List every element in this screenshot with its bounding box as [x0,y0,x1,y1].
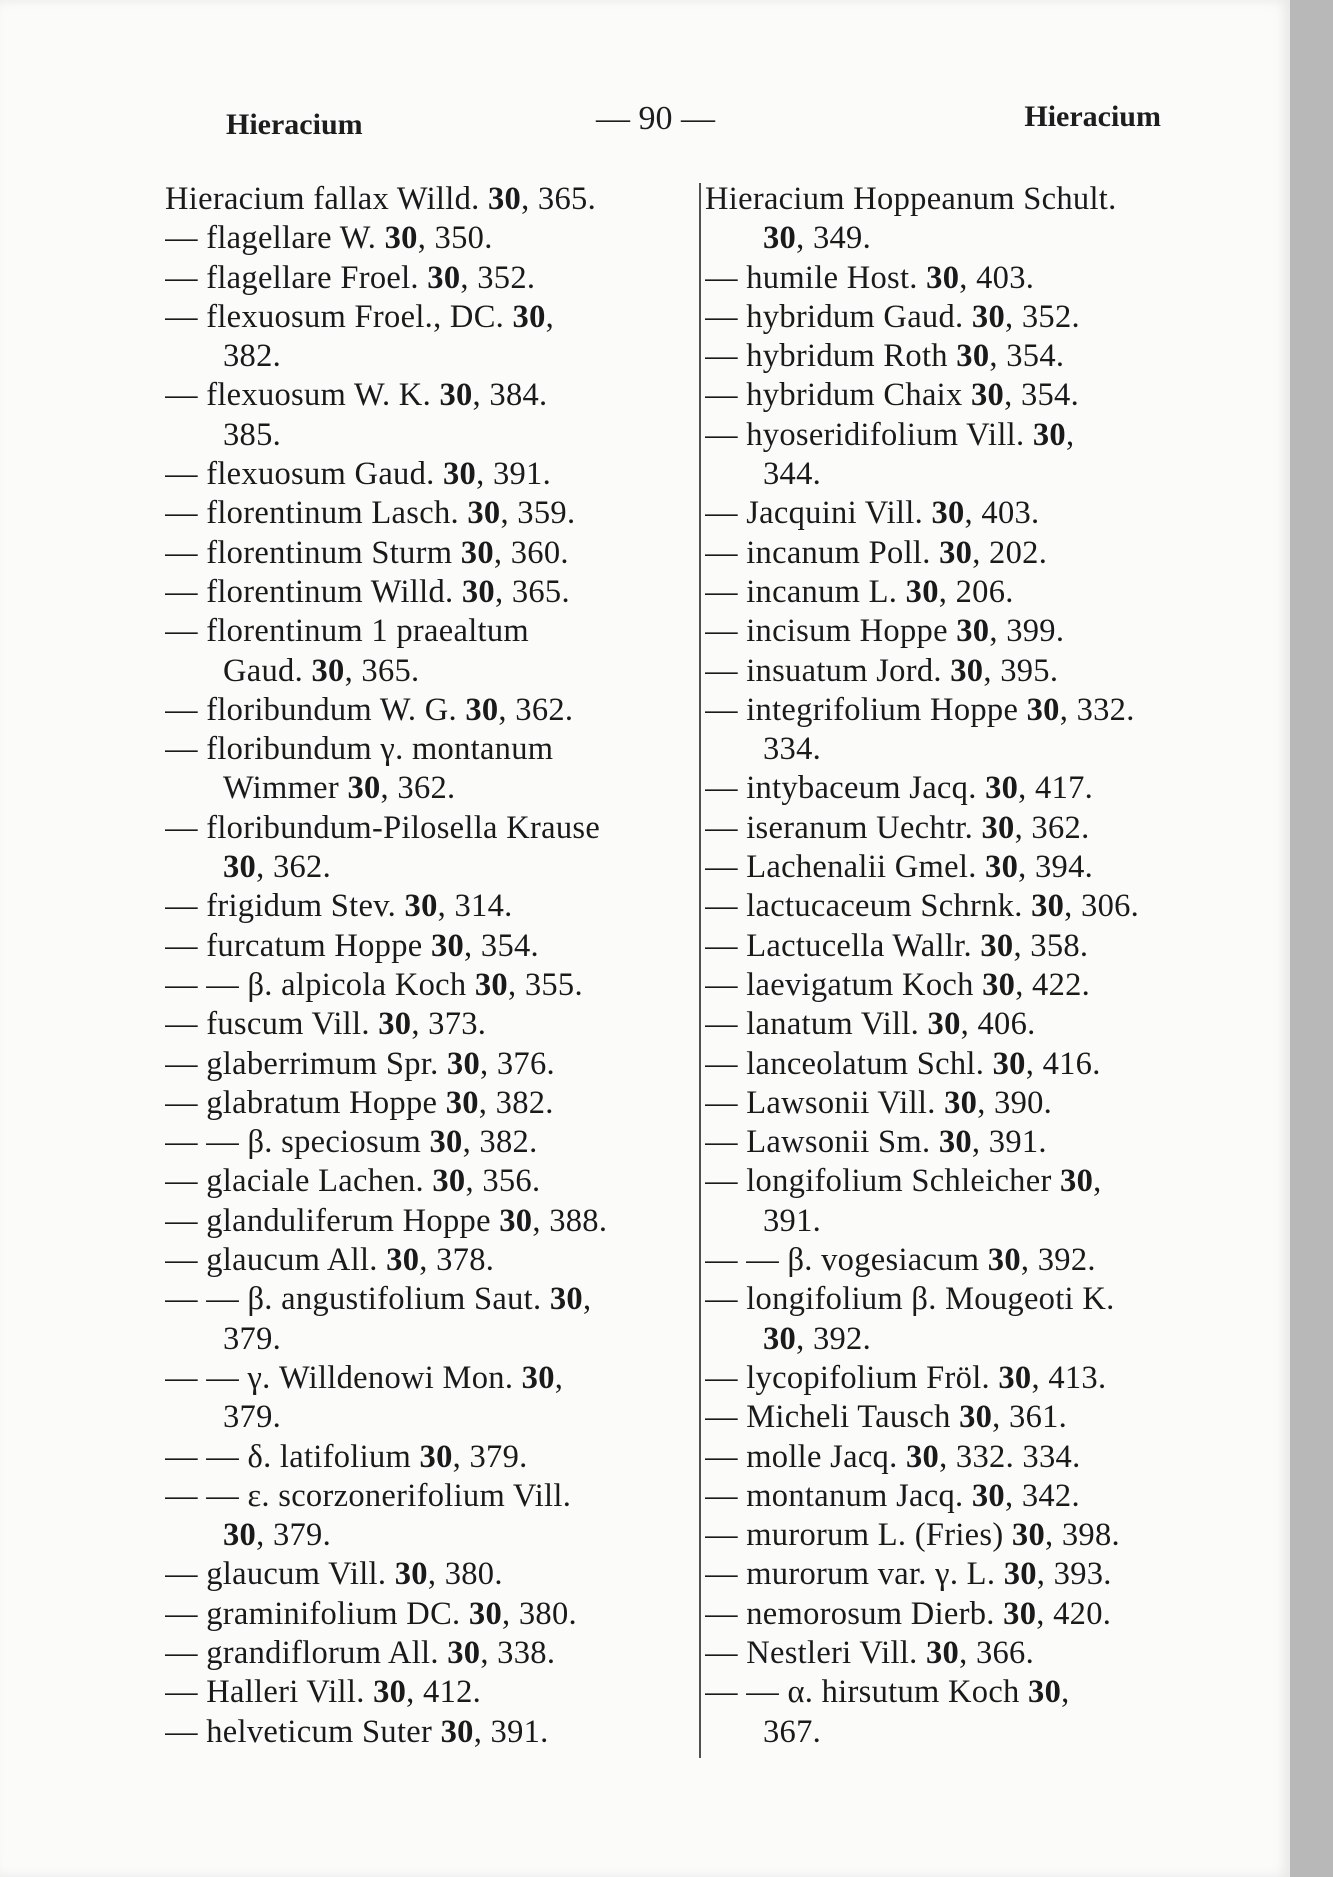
index-entry-line: — incisum Hoppe 30, 399. [705,613,1065,650]
index-entry-line: 30, 379. [223,1517,332,1554]
index-entry-line: — Micheli Tausch 30, 361. [705,1399,1068,1436]
index-entry-line: — floribundum-Pilosella Krause [165,809,601,846]
index-entry-line: — lanatum Vill. 30, 406. [705,1006,1036,1043]
running-head-right: Hieracium [1024,100,1161,133]
index-entry-line: — grandiflorum All. 30, 338. [165,1634,556,1671]
index-entry-line: — flexuosum Gaud. 30, 391. [165,456,552,493]
index-entry-line: 367. [763,1713,822,1750]
index-entry-line: — hyoseridifolium Vill. 30, [705,416,1075,453]
index-entry-line: — laevigatum Koch 30, 422. [705,966,1091,1003]
index-entry-line: — fuscum Vill. 30, 373. [165,1006,487,1043]
index-entry-line: — murorum var. γ. L. 30, 393. [705,1556,1112,1593]
index-entry-line: — humile Host. 30, 403. [705,259,1035,296]
index-entry-line: — floribundum W. G. 30, 362. [165,691,574,728]
index-entry-line: — — α. hirsutum Koch 30, [705,1674,1070,1711]
index-entry-line: — lactucaceum Schrnk. 30, 306. [705,888,1140,925]
index-entry-line: Wimmer 30, 362. [223,770,456,807]
index-entry-line: — hybridum Roth 30, 354. [705,338,1065,375]
index-entry-line: — glaciale Lachen. 30, 356. [165,1163,541,1200]
index-entry-line: — — δ. latifolium 30, 379. [165,1438,528,1475]
index-entry-line: — iseranum Uechtr. 30, 362. [705,809,1090,846]
index-entry-line: — nemorosum Dierb. 30, 420. [705,1595,1112,1632]
index-entry-line: — lanceolatum Schl. 30, 416. [705,1045,1101,1082]
index-entry-line: — hybridum Gaud. 30, 352. [705,298,1080,335]
index-entry-line: — lycopifolium Fröl. 30, 413. [705,1359,1107,1396]
index-entry-line: — glaucum All. 30, 378. [165,1242,495,1279]
index-entry-line: — Nestleri Vill. 30, 366. [705,1634,1035,1671]
index-entry-line: 30, 349. [763,220,872,257]
index-entry-line: — graminifolium DC. 30, 380. [165,1595,577,1632]
index-entry-line: 391. [763,1202,822,1239]
index-entry-line: — glanduliferum Hoppe 30, 388. [165,1202,608,1239]
index-entry-line: — flexuosum W. K. 30, 384. [165,377,548,414]
index-entry-line: — insuatum Jord. 30, 395. [705,652,1059,689]
index-entry-line: — florentinum Willd. 30, 365. [165,573,570,610]
index-entry-line: — longifolium β. Mougeoti K. [705,1281,1115,1318]
index-entry-line: — florentinum 1 praealtum [165,613,529,650]
index-entry-line: 382. [223,338,282,375]
index-entry-line: — molle Jacq. 30, 332. 334. [705,1438,1081,1475]
right-index-column [705,180,1260,1752]
page-number: — 90 — [596,100,715,137]
index-entry-line: — Jacquini Vill. 30, 403. [705,495,1040,532]
index-entry-line: — — ε. scorzonerifolium Vill. [165,1477,572,1514]
index-entry-line: — glaberrimum Spr. 30, 376. [165,1045,555,1082]
index-entry-line: — flagellare Froel. 30, 352. [165,259,536,296]
index-entry-line: 344. [763,456,822,493]
left-index-column [165,180,710,1752]
index-entry-line: Hieracium fallax Willd. 30, 365. [165,181,597,217]
index-entry-line: — florentinum Sturm 30, 360. [165,534,569,571]
index-entry-line: — incanum Poll. 30, 202. [705,534,1048,571]
index-entry-line: — montanum Jacq. 30, 342. [705,1477,1080,1514]
index-entry-line: — furcatum Hoppe 30, 354. [165,927,539,964]
index-entry-line: Hieracium Hoppeanum Schult. [705,181,1117,217]
column-divider [699,183,701,1758]
index-entry-line: 379. [223,1320,282,1357]
index-entry-line: — hybridum Chaix 30, 354. [705,377,1080,414]
index-entry-line: — Lawsonii Vill. 30, 390. [705,1084,1053,1121]
index-entry-line: — integrifolium Hoppe 30, 332. [705,691,1135,728]
index-entry-line: 385. [223,416,282,453]
index-entry-line: — Lactucella Wallr. 30, 358. [705,927,1089,964]
index-entry-line: — — γ. Willdenowi Mon. 30, [165,1359,564,1396]
index-entry-line: Gaud. 30, 365. [223,652,420,689]
index-entry-line: — — β. vogesiacum 30, 392. [705,1242,1096,1279]
index-entry-line: — glaucum Vill. 30, 380. [165,1556,503,1593]
index-entry-line: — helveticum Suter 30, 391. [165,1713,549,1750]
index-entry-line: — flagellare W. 30, 350. [165,220,493,257]
index-entry-line: — floribundum γ. montanum [165,731,554,768]
index-entry-line: — flexuosum Froel., DC. 30, [165,298,555,335]
index-entry-line: — frigidum Stev. 30, 314. [165,888,513,925]
index-entry-line: — Lachenalii Gmel. 30, 394. [705,849,1094,886]
index-entry-line: — incanum L. 30, 206. [705,573,1014,610]
index-entry-line: — — β. angustifolium Saut. 30, [165,1281,592,1318]
index-entry-line: — intybaceum Jacq. 30, 417. [705,770,1094,807]
page-header [226,100,1161,150]
index-entry-line: — glabratum Hoppe 30, 382. [165,1084,554,1121]
index-entry-line: — longifolium Schleicher 30, [705,1163,1102,1200]
index-entry-line: — — β. alpicola Koch 30, 355. [165,966,583,1003]
index-entry-line: 379. [223,1399,282,1436]
index-entry-line: 30, 392. [763,1320,872,1357]
index-entry-line: — Lawsonii Sm. 30, 391. [705,1124,1047,1161]
index-entry-line: — florentinum Lasch. 30, 359. [165,495,576,532]
index-entry-line: — Halleri Vill. 30, 412. [165,1674,482,1711]
index-entry-line: 30, 362. [223,849,332,886]
index-entry-line: 334. [763,731,822,768]
index-entry-line: — murorum L. (Fries) 30, 398. [705,1517,1120,1554]
index-entry-line: — — β. speciosum 30, 382. [165,1124,538,1161]
running-head-left: Hieracium [226,108,363,141]
